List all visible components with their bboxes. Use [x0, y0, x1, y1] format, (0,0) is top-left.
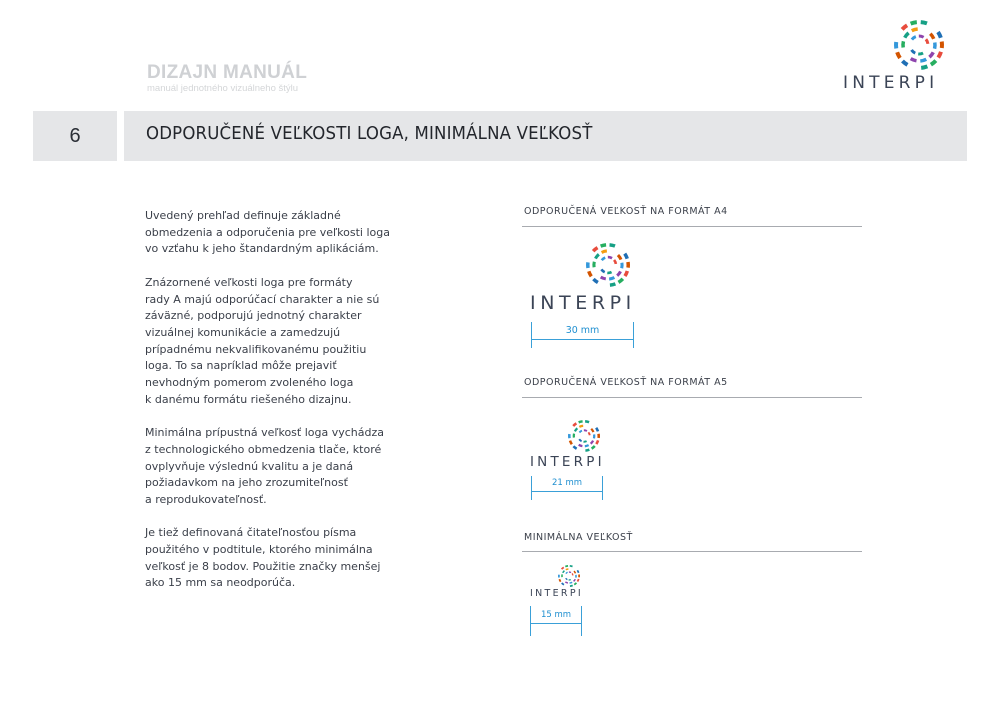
logo-ring-segment	[579, 426, 583, 427]
dimension-a4	[531, 322, 634, 348]
logo-ring-segment	[902, 61, 907, 65]
divider	[522, 551, 862, 552]
body-paragraph: Uvedený prehľad definuje základné obmedzenia a odporučenia pre veľkosti loga vo vzťahu k jeho štandardným aplikáciám.	[145, 209, 390, 256]
logo-ring-segment	[585, 450, 589, 451]
logo-ring-segment	[577, 579, 578, 582]
logo-ring-segment	[570, 566, 573, 567]
logo-ring-segment	[897, 52, 900, 58]
logo-ring-segment	[610, 245, 615, 246]
logo-ring-segment	[585, 445, 589, 446]
divider	[522, 397, 862, 398]
example-a4-title: ODPORUČENÁ VEĽKOSŤ NA FORMÁT A4	[524, 206, 728, 217]
logo-ring-segment	[591, 441, 593, 444]
logo-ring-segment	[559, 579, 560, 582]
logo-ring-segment	[579, 445, 583, 446]
logo-ring-segment	[593, 248, 597, 252]
example-a5-title: ODPORUČENÁ VEĽKOSŤ NA FORMÁT A5	[524, 377, 728, 388]
logo-ring-segment	[902, 25, 907, 29]
logo-ring-segment	[572, 573, 573, 575]
body-paragraph: Znázornené veľkosti loga pre formáty rady A majú odporúčací charakter a nie sú záväzné, podporujú jednotný charakter vizuálnej komunikácie a zamedzujú prípadnému nekvalifikovanému použitiu loga. To sa napríklad môže prejaviť nevhodným pomerom zvoleného loga k danému formátu riešeného dizajnu.	[145, 275, 380, 406]
logo-ring-segment	[574, 583, 576, 585]
logo-ring-segment	[929, 52, 933, 57]
logo-ring-segment	[938, 52, 941, 58]
logo-ring-segment	[614, 260, 616, 264]
section-number: 6	[33, 111, 117, 161]
logo-ring-segment	[577, 570, 578, 573]
body-paragraph: Minimálna prípustná veľkosť loga vychádza z technologického obmedzenia tlače, ktoré ovplyvňuje výslednú kvalitu a je daná požiadavkom na jeho zrozumiteľnosť a reprodukovateľnosť.	[145, 426, 384, 506]
logo-ring-segment	[562, 567, 564, 569]
body-text	[145, 208, 405, 609]
logo-ring-segment	[593, 279, 597, 282]
logo-ring-segment	[573, 446, 576, 449]
logo-mark-icon	[562, 418, 606, 454]
logo-ring-segment	[911, 59, 917, 61]
logo-ring-segment	[930, 34, 933, 39]
logo-ring-segment	[921, 66, 927, 67]
logo-ring-segment	[570, 441, 572, 445]
logo-ring-segment	[609, 278, 614, 279]
logo-ring-segment	[919, 36, 924, 37]
logo-ring-segment	[602, 251, 607, 252]
brand-logo-mark-icon	[838, 20, 950, 76]
logo-ring-segment	[566, 578, 568, 579]
logo-mark-icon	[578, 240, 638, 290]
example-a4-logo	[578, 240, 638, 290]
logo-ring-segment	[602, 258, 605, 261]
body-paragraph: Je tiež definovaná čitateľnosťou písma použitého v podtitule, ktorého minimálna veľkosť je 8 bodov. Použitie značky menšej ako 15 mm sa neodporúča.	[145, 526, 381, 590]
logo-ring-segment	[591, 429, 593, 432]
logo-ring-segment	[566, 572, 568, 573]
manual-title: DIZAJN MANUÁL	[147, 62, 308, 83]
logo-ring-segment	[905, 33, 909, 38]
logo-ring-segment	[926, 39, 928, 44]
logo-ring-segment	[592, 446, 595, 449]
logo-ring-segment	[570, 585, 573, 586]
logo-ring-segment	[601, 277, 606, 279]
logo-ring-segment	[585, 421, 589, 422]
dimension-a5	[531, 476, 603, 500]
example-a4-wordmark: INTERPI	[530, 292, 636, 314]
section-title: ODPORUČENÉ VEĽKOSTI LOGA, MINIMÁLNA VEĽKOSŤ	[146, 123, 593, 144]
logo-ring-segment	[931, 61, 936, 65]
logo-ring-segment	[574, 579, 576, 581]
logo-ring-segment	[912, 29, 918, 31]
logo-ring-segment	[601, 245, 606, 246]
logo-ring-segment	[573, 423, 576, 426]
logo-ring-segment	[579, 439, 581, 441]
logo-ring-segment	[608, 257, 612, 258]
example-min-title: MINIMÁLNA VEĽKOSŤ	[524, 532, 633, 543]
logo-ring-segment	[607, 272, 611, 273]
logo-ring-segment	[610, 284, 615, 285]
logo-ring-segment	[579, 421, 583, 422]
logo-ring-segment	[601, 269, 604, 272]
logo-ring-segment	[575, 428, 577, 431]
logo-ring-segment	[625, 271, 627, 276]
dimension-a5-label: 21 mm	[551, 478, 583, 488]
example-min-logo	[554, 563, 584, 589]
logo-ring-segment	[595, 254, 598, 258]
logo-ring-segment	[569, 572, 571, 573]
divider	[522, 226, 862, 227]
example-a5-logo	[562, 418, 606, 454]
logo-ring-segment	[912, 37, 916, 40]
logo-ring-segment	[574, 571, 576, 573]
manual-subtitle: manuál jednotného vizuálneho štýlu	[147, 83, 299, 94]
logo-ring-segment	[584, 430, 587, 431]
logo-ring-segment	[562, 583, 564, 585]
logo-ring-segment	[596, 440, 598, 444]
brand-logo-wordmark: INTERPI	[843, 73, 939, 93]
logo-ring-segment	[618, 255, 621, 260]
logo-ring-segment	[625, 254, 627, 259]
section-header	[124, 111, 967, 161]
logo-ring-segment	[588, 432, 589, 435]
dimension-a4-label: 30 mm	[565, 325, 600, 336]
example-min-wordmark: INTERPI	[530, 588, 583, 599]
logo-ring-segment	[911, 22, 917, 23]
logo-ring-segment	[938, 32, 941, 38]
logo-ring-segment	[565, 582, 568, 583]
logo-ring-segment	[617, 271, 620, 275]
logo-mark-icon	[554, 563, 584, 589]
logo-ring-segment	[918, 53, 923, 54]
logo-ring-segment	[583, 441, 586, 442]
dimension-min	[530, 606, 582, 636]
logo-ring-segment	[618, 279, 622, 283]
logo-ring-segment	[566, 569, 569, 570]
logo-ring-segment	[920, 59, 926, 61]
logo-ring-segment	[563, 571, 565, 573]
dimension-min-label: 15 mm	[540, 610, 572, 620]
logo-ring-segment	[565, 566, 568, 567]
logo-ring-segment	[596, 428, 598, 432]
example-a5-wordmark: INTERPI	[530, 454, 605, 470]
logo-ring-segment	[921, 22, 927, 23]
logo-ring-segment	[579, 431, 582, 433]
logo-ring-segment	[570, 582, 573, 583]
logo-ring-segment	[589, 271, 591, 276]
logo-ring-segment	[912, 50, 916, 53]
